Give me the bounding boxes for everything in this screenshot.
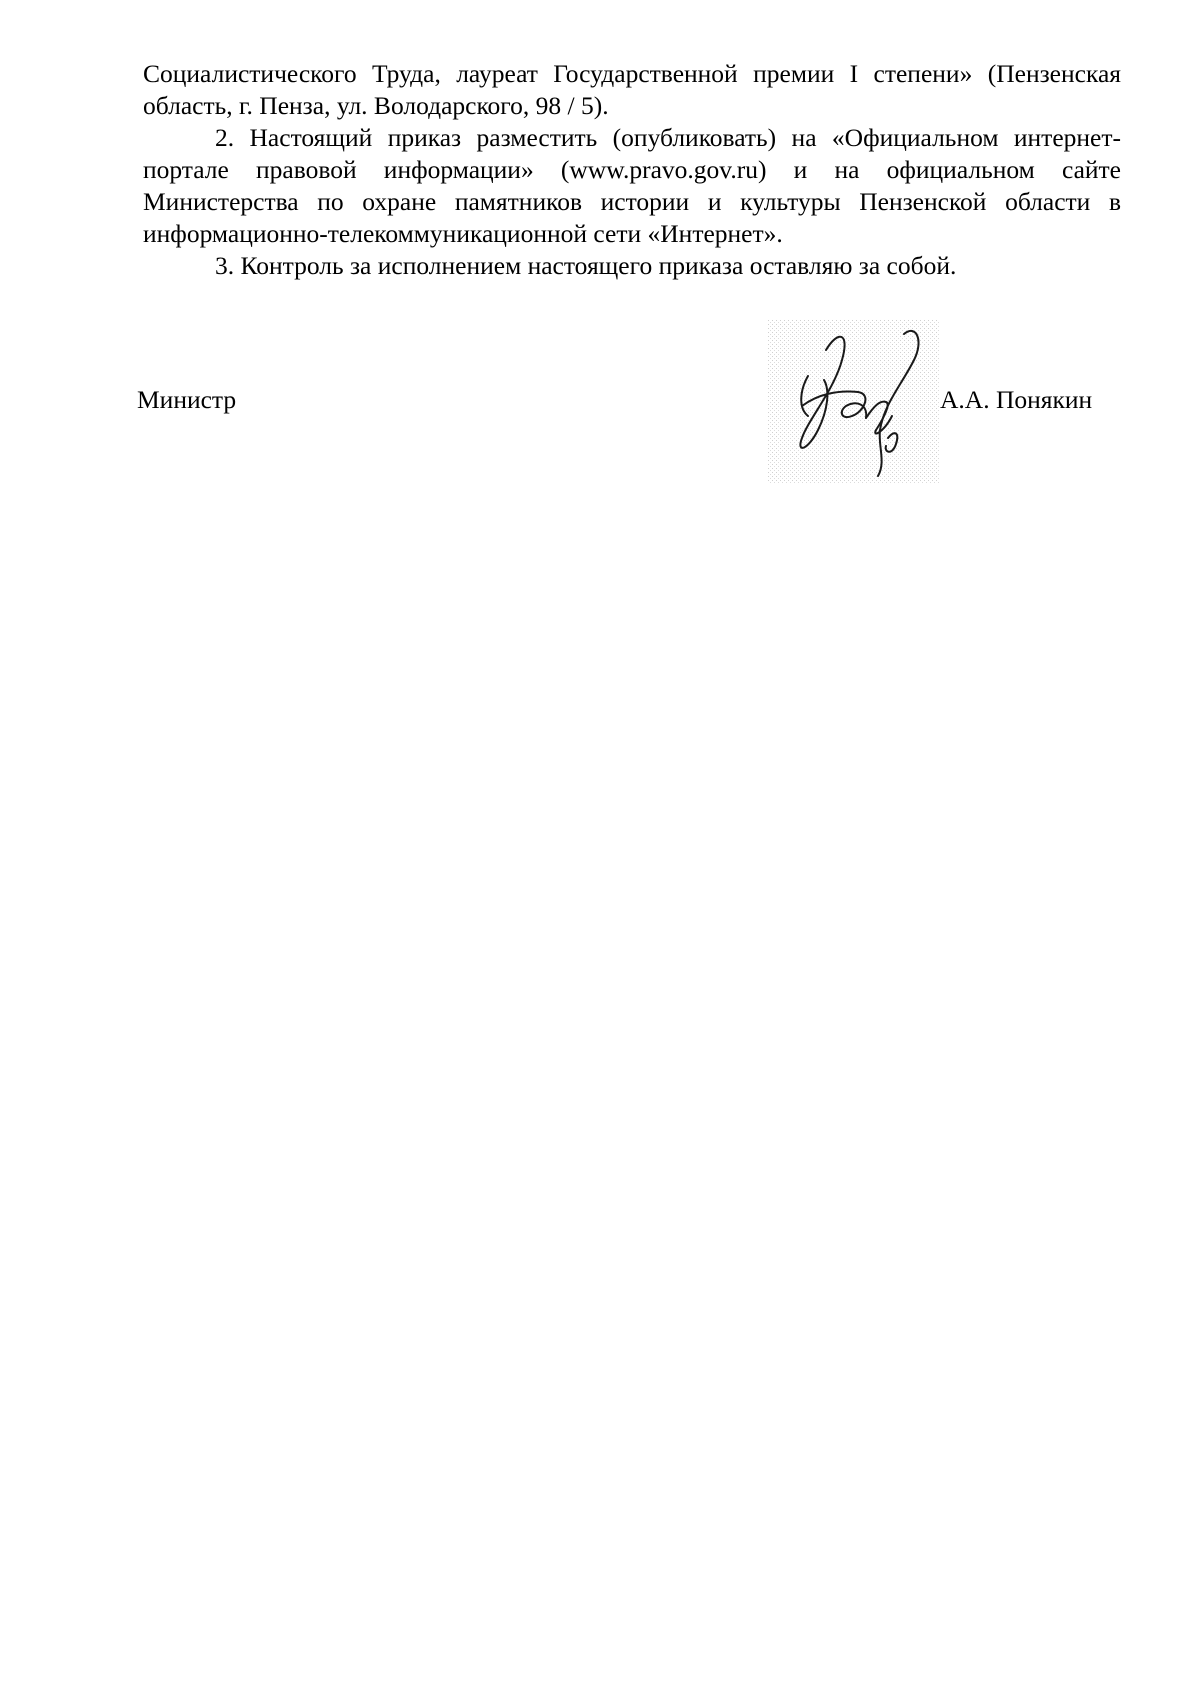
- paragraph-item-3: 3. Контроль за исполнением настоящего приказа оставляю за собой.: [215, 251, 957, 280]
- signer-title: Министр: [137, 385, 237, 414]
- paragraph-continuation: Социалистического Труда, лауреат Государственной премии I степени» (Пензенская область, г. Пенза, ул. Володарского, 98 / 5).: [143, 59, 1121, 120]
- signer-name: А.А. Понякин: [940, 385, 1093, 414]
- paragraph-item-2: 2. Настоящий приказ разместить (опубликовать) на «Официальном интернет-портале правовой информации» (www.pravo.gov.ru) и на официальном сайте Министерства по охране памятников истории и культуры Пензенской области в информационно-телекоммуникационной сети «Интернет».: [143, 123, 1121, 248]
- signature-block: [0, 0, 1200, 500]
- handwritten-signature: [768, 320, 940, 484]
